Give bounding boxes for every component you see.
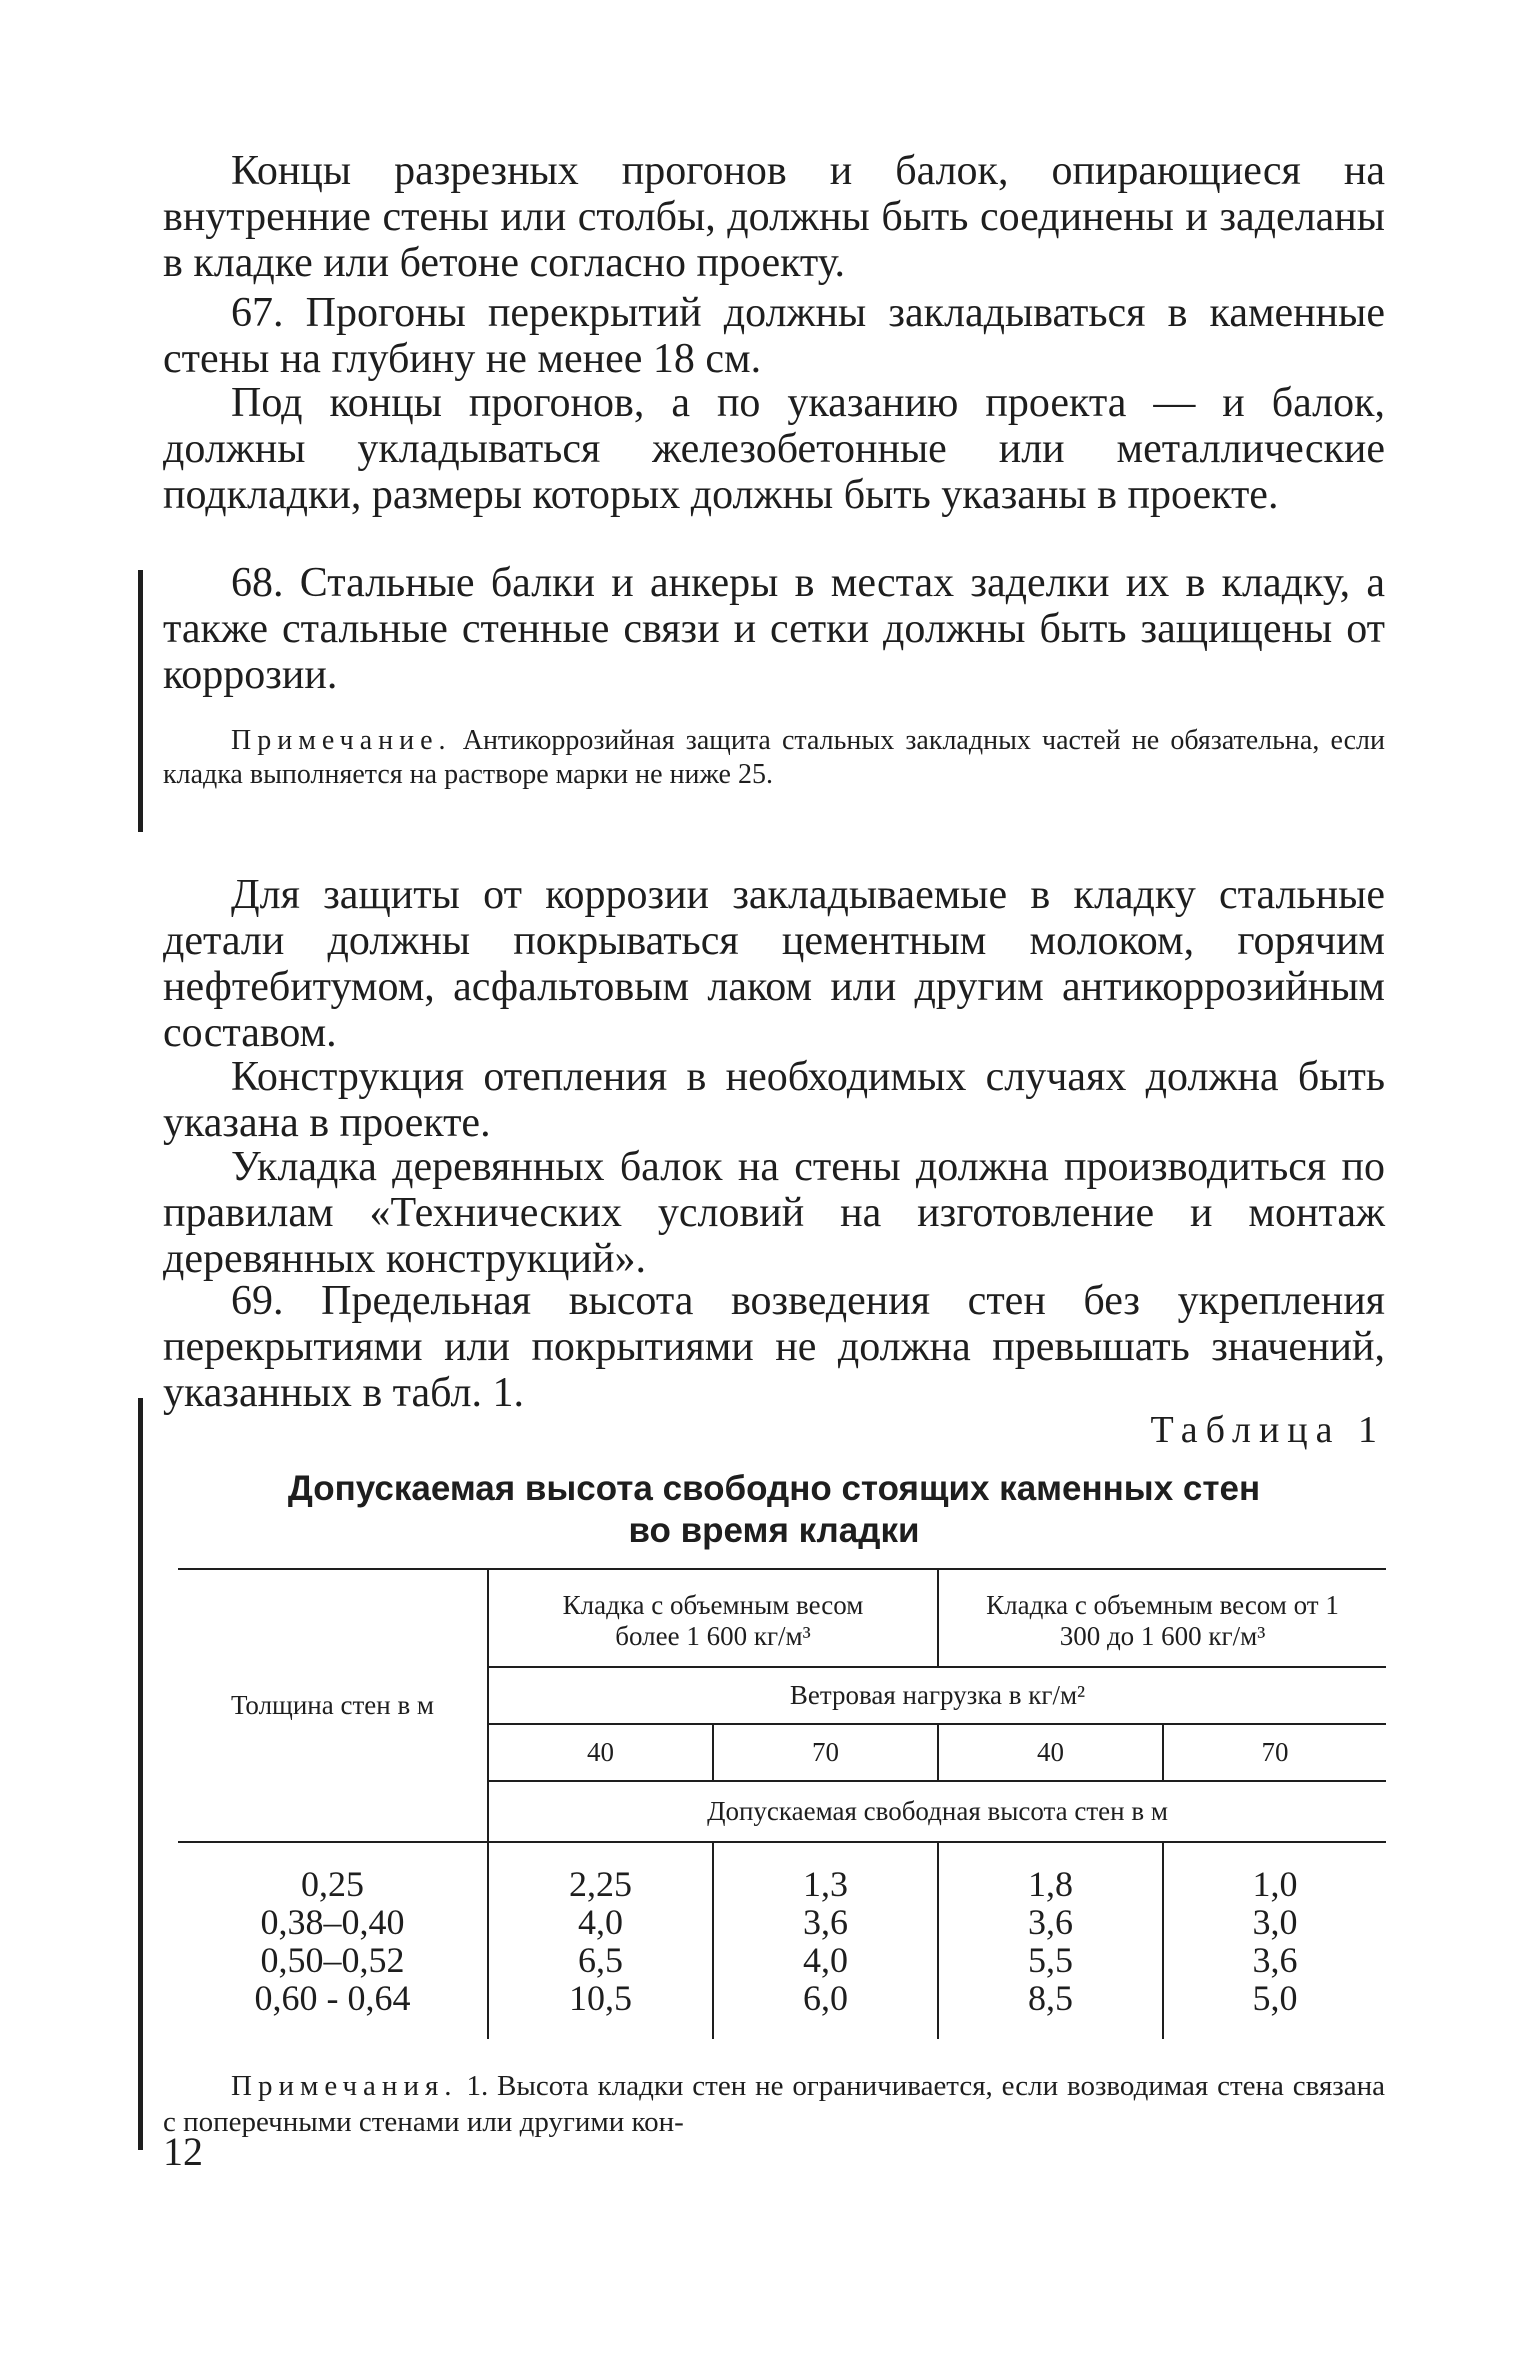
table-title-line-2: во время кладки (628, 1511, 920, 1550)
paragraph-pads: Под концы прогонов, а по указанию проекта — и балок, должны укладываться железобетонные или металлические подкладки, размеры которых должны быть указаны в проекте. (163, 380, 1385, 518)
revision-bar-1 (138, 570, 143, 832)
paragraph-69: 69. Предельная высота возведения стен без укрепления перекрытиями или покрытиями не должна превышать значений, указанных в табл. 1. (163, 1278, 1385, 1416)
paragraph-68: 68. Стальные балки и анкеры в местах заделки их в кладку, а также стальные стенные связи и сетки должны быть защищены от коррозии. (163, 560, 1385, 698)
table-cell: 8,5 (1028, 1978, 1073, 2018)
table-cell: 1,8 (1028, 1864, 1073, 1904)
table-cell: 1,3 (803, 1864, 848, 1904)
header-group-2: Кладка с объемным весом от 1 300 до 1 600 кг/м³ (986, 1590, 1339, 1651)
paragraph-wooden-beams: Укладка деревянных балок на стены должна производиться по правилам «Технических условий на изготовление и монтаж деревянных конструкций». (163, 1144, 1385, 1282)
header-thickness: Толщина стен в м (178, 1569, 488, 1842)
thickness-column (178, 1842, 488, 2039)
revision-bar-2 (138, 1398, 143, 2150)
table-cell: 3,0 (1252, 1902, 1298, 1942)
thickness-value: 0,25 (301, 1864, 364, 1904)
table-cell: 3,6 (803, 1902, 848, 1942)
table-cell: 4,0 (578, 1902, 623, 1942)
header-allowed-height: Допускаемая свободная высота стен в м (707, 1796, 1168, 1826)
paragraph-insulation: Конструкция отепления в необходимых случаях должна быть указана в проекте. (163, 1054, 1385, 1146)
header-wind: Ветровая нагрузка в кг/м² (789, 1680, 1086, 1710)
table-cell: 5,0 (1252, 1978, 1298, 2018)
table-title-line-1: Допускаемая высота свободно стоящих каменных стен (287, 1469, 1261, 1508)
table-cell: 1,0 (1252, 1864, 1298, 1904)
note-text: Антикоррозийная защита стальных закладных частей не обязательна, если кладка выполняется на растворе марки не ниже 25. (163, 725, 1385, 790)
table-cell: 3,6 (1252, 1940, 1298, 1980)
paragraph-corrosion-protection: Для защиты от коррозии закладываемые в кладку стальные детали должны покрываться цементным молоком, горячим нефтебитумом, асфальтовым лаком или другим антикоррозийным составом. (163, 872, 1385, 1056)
height-table (178, 1568, 1386, 2039)
note-table-label: Примечания. (231, 2070, 458, 2102)
thickness-value: 0,38–0,40 (260, 1902, 405, 1942)
table-cell: 3,6 (1028, 1902, 1073, 1942)
table-title (163, 1468, 1385, 1552)
table-cell: 2,25 (569, 1864, 632, 1904)
wind-value-4: 70 (1261, 1737, 1289, 1767)
table-header-row-1 (178, 1569, 1386, 1667)
paragraph-beams-ends: Концы разрезных прогонов и балок, опирающиеся на внутренние стены или столбы, должны быть соединены и заделаны в кладке или бетоне согласно проекту. (163, 148, 1385, 286)
note-anticorrosion (163, 724, 1385, 792)
thickness-value: 0,50–0,52 (260, 1940, 405, 1980)
table-body-row (178, 1842, 1386, 2039)
note-table (163, 2068, 1385, 2140)
table-number: Таблица 1 (1150, 1409, 1385, 1451)
column-heavy-70 (713, 1842, 938, 2039)
wind-value-3: 40 (938, 1724, 1163, 1781)
header-group-1: Кладка с объемным весом более 1 600 кг/м³ (488, 1569, 938, 1667)
wind-value-2: 70 (713, 1724, 938, 1781)
note-label: Примечание. (231, 725, 452, 756)
note-table-text: 1. Высота кладки стен не ограничивается, если возводимая стена связана с поперечными стенами или другими кон- (163, 2070, 1386, 2138)
table-cell: 4,0 (803, 1940, 848, 1980)
table-cell: 5,5 (1028, 1940, 1073, 1980)
column-light-40 (938, 1842, 1163, 2039)
thickness-value: 0,60 - 0,64 (254, 1978, 411, 2018)
column-heavy-40 (488, 1842, 713, 2039)
table-cell: 10,5 (569, 1978, 632, 2018)
table-cell: 6,5 (578, 1940, 623, 1980)
column-light-70 (1163, 1842, 1386, 2039)
paragraph-67: 67. Прогоны перекрытий должны закладываться в каменные стены на глубину не менее 18 см. (163, 290, 1385, 382)
table-cell: 6,0 (803, 1978, 848, 2018)
wind-value-1: 40 (488, 1724, 713, 1781)
page-number: 12 (163, 2129, 203, 2174)
